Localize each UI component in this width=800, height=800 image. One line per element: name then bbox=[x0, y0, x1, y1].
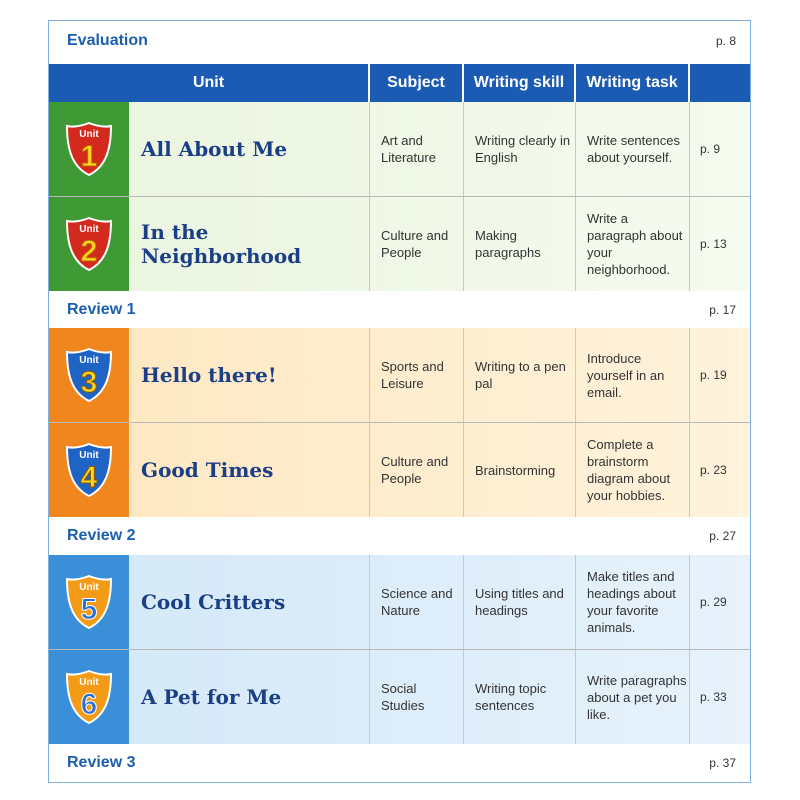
header-writing-task: Writing task bbox=[576, 64, 690, 102]
unit-badge-4 bbox=[49, 423, 129, 517]
writing-skill-cell: Writing to a pen pal bbox=[464, 328, 576, 422]
unit-row-5[interactable] bbox=[49, 555, 750, 649]
unit-title-cell bbox=[129, 555, 370, 649]
writing-task-cell: Complete a brainstorm diagram about your hobbies. bbox=[576, 423, 690, 517]
subject-cell: Culture and People bbox=[370, 197, 464, 291]
header-unit: Unit bbox=[49, 64, 370, 102]
badge-number: 5 bbox=[80, 593, 98, 626]
badge-word: Unit bbox=[79, 450, 99, 461]
review-row-2[interactable] bbox=[49, 517, 750, 555]
shield-badge-icon bbox=[65, 574, 113, 630]
badge-number: 4 bbox=[80, 461, 98, 494]
unit-badge-2 bbox=[49, 197, 129, 291]
evaluation-row[interactable] bbox=[49, 21, 750, 61]
page-cell: p. 19 bbox=[700, 367, 727, 382]
unit-title-cell bbox=[129, 650, 370, 744]
unit-row-1[interactable] bbox=[49, 102, 750, 196]
page-cell: p. 23 bbox=[700, 462, 727, 477]
unit-title: In the Neighborhood bbox=[141, 220, 302, 268]
badge-number: 6 bbox=[80, 688, 98, 721]
subject-cell: Art and Literature bbox=[370, 102, 464, 196]
review-page: p. 17 bbox=[709, 302, 736, 317]
review-label: Review 3 bbox=[67, 754, 136, 771]
subject-cell: Social Studies bbox=[370, 650, 464, 744]
badge-word: Unit bbox=[79, 129, 99, 140]
review-row-1[interactable] bbox=[49, 291, 750, 328]
page-cell: p. 33 bbox=[700, 689, 727, 704]
unit-badge-1 bbox=[49, 102, 129, 196]
writing-skill-cell: Writing clearly in English bbox=[464, 102, 576, 196]
subject-cell: Science and Nature bbox=[370, 555, 464, 649]
unit-badge-6 bbox=[49, 650, 129, 744]
review-label: Review 1 bbox=[67, 300, 136, 318]
review-row-3[interactable] bbox=[49, 744, 750, 782]
badge-number: 1 bbox=[80, 140, 98, 173]
page-cell: p. 29 bbox=[700, 594, 727, 609]
unit-title: Hello there! bbox=[141, 363, 277, 387]
evaluation-label: Evaluation bbox=[67, 32, 148, 49]
unit-title: A Pet for Me bbox=[141, 685, 282, 709]
writing-task-cell: Write paragraphs about a pet you like. bbox=[576, 650, 690, 744]
table-header bbox=[49, 64, 750, 102]
header-subject: Subject bbox=[370, 64, 464, 102]
unit-title: All About Me bbox=[141, 137, 288, 161]
review-page: p. 37 bbox=[709, 756, 736, 770]
unit-row-3[interactable] bbox=[49, 328, 750, 422]
badge-word: Unit bbox=[79, 224, 99, 235]
badge-word: Unit bbox=[79, 677, 99, 688]
unit-title: Cool Critters bbox=[141, 590, 286, 614]
badge-word: Unit bbox=[79, 582, 99, 593]
shield-badge-icon bbox=[65, 347, 113, 403]
writing-task-cell: Introduce yourself in an email. bbox=[576, 328, 690, 422]
unit-row-6[interactable] bbox=[49, 650, 750, 744]
badge-word: Unit bbox=[79, 355, 99, 366]
shield-badge-icon bbox=[65, 121, 113, 177]
shield-badge-icon bbox=[65, 442, 113, 498]
writing-skill-cell: Making paragraphs bbox=[464, 197, 576, 291]
unit-title-cell bbox=[129, 423, 370, 517]
unit-title: Good Times bbox=[141, 458, 274, 482]
unit-title-cell bbox=[129, 328, 370, 422]
unit-title-cell bbox=[129, 197, 370, 291]
writing-task-cell: Make titles and headings about your favorite animals. bbox=[576, 555, 690, 649]
unit-row-4[interactable] bbox=[49, 423, 750, 517]
unit-row-2[interactable] bbox=[49, 197, 750, 291]
page-cell: p. 9 bbox=[700, 141, 721, 156]
shield-badge-icon bbox=[65, 216, 113, 272]
unit-badge-5 bbox=[49, 555, 129, 649]
header-page bbox=[690, 64, 750, 102]
writing-skill-cell: Brainstorming bbox=[464, 423, 576, 517]
review-label: Review 2 bbox=[67, 527, 136, 544]
badge-number: 2 bbox=[80, 235, 98, 268]
writing-task-cell: Write a paragraph about your neighborhood. bbox=[576, 197, 690, 291]
shield-badge-icon bbox=[65, 669, 113, 725]
writing-skill-cell: Using titles and headings bbox=[464, 555, 576, 649]
badge-number: 3 bbox=[80, 366, 98, 399]
evaluation-page: p. 8 bbox=[715, 34, 736, 48]
page-cell: p. 13 bbox=[700, 236, 727, 251]
unit-badge-3 bbox=[49, 328, 129, 422]
review-page: p. 27 bbox=[709, 529, 736, 543]
subject-cell: Sports and Leisure bbox=[370, 328, 464, 422]
writing-skill-cell: Writing topic sentences bbox=[464, 650, 576, 744]
header-writing-skill: Writing skill bbox=[464, 64, 576, 102]
subject-cell: Culture and People bbox=[370, 423, 464, 517]
writing-task-cell: Write sentences about yourself. bbox=[576, 102, 690, 196]
unit-title-cell bbox=[129, 102, 370, 196]
